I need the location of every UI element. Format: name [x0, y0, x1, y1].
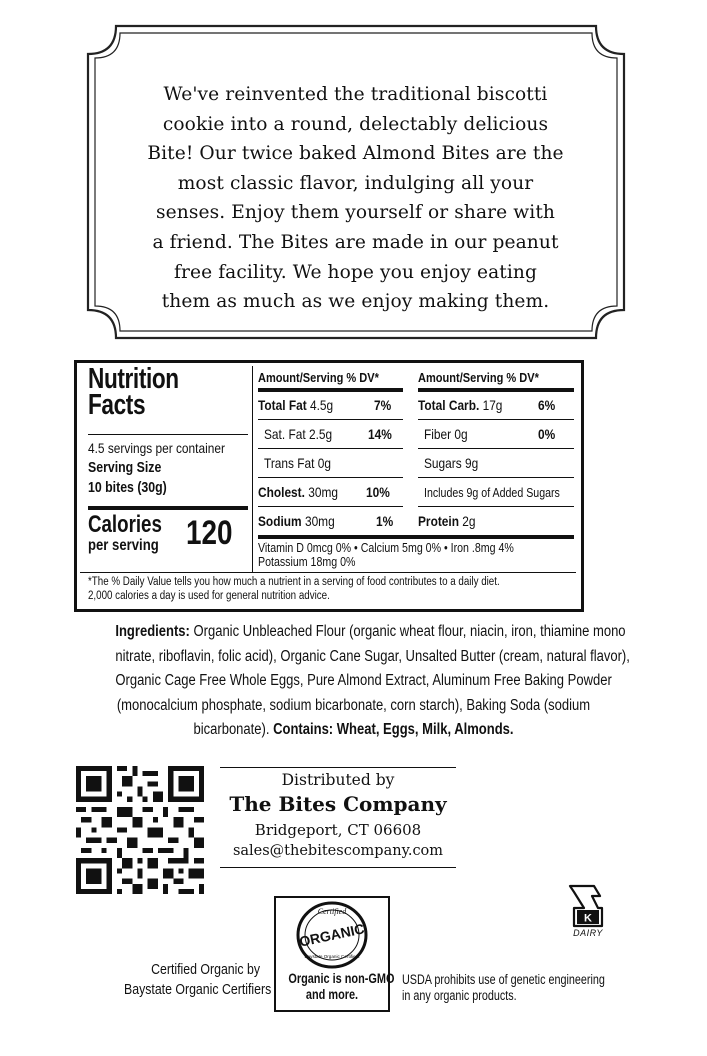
sat-fat-label: Sat. Fat 2.5g [264, 426, 333, 442]
ingredients-line [115, 718, 591, 743]
footnote-line: 2,000 calories a day is used for general nutrition advice. [88, 590, 330, 602]
cholesterol-label: Cholest. [258, 484, 305, 500]
divider [418, 477, 574, 478]
divider [418, 419, 574, 420]
sodium-dv: 1% [376, 513, 394, 529]
qr-code-icon [76, 766, 204, 894]
non-gmo-line: and more. [305, 986, 359, 1002]
intro-line: We've reinvented the traditional biscotti [163, 84, 548, 105]
total-fat-dv: 7% [374, 397, 392, 413]
usda-line: USDA prohibits use of genetic engineering [402, 972, 605, 987]
seal-bottom-text: Baystate Organic Certifiers [304, 954, 360, 959]
servings-per-container: 4.5 servings per container [88, 440, 225, 456]
protein-row [418, 513, 476, 529]
total-carb-label: Total Carb. [418, 397, 480, 413]
nutrition-facts-title [88, 363, 179, 421]
company-email: sales@thebitescompany.com [232, 843, 444, 859]
kosher-label: DAIRY [573, 928, 603, 938]
fiber-dv: 0% [538, 426, 556, 442]
seal-top-text: Certified [317, 907, 347, 916]
divider [88, 506, 248, 510]
vitamins-line: Vitamin D 0mcg 0% • Calcium 5mg 0% • Iron .8mg 4% [258, 541, 514, 555]
footnote-line: *The % Daily Value tells you how much a nutrient in a serving of food contributes to a daily diet. [88, 576, 500, 588]
protein-label: Protein [418, 513, 459, 529]
fiber-label: Fiber 0g [424, 426, 468, 442]
intro-line: cookie into a round, delectably delicious [162, 113, 549, 135]
divider [258, 448, 403, 449]
ingredients-label: Ingredients: [115, 623, 190, 640]
serving-size-value: 10 bites (30g) [88, 480, 167, 496]
ingredients-text: Organic Unbleached Flour (organic wheat flour, niacin, iron, thiamine mono [193, 623, 626, 640]
kosher-dairy-icon [564, 882, 612, 938]
ingredients-line: nitrate, riboflavin, folic acid), Organic Cane Sugar, Unsalted Butter (cream, natural flavor), [115, 647, 630, 665]
intro-line: a friend. The Bites are made in our peanut [152, 231, 559, 253]
divider [258, 477, 403, 478]
sugars-label: Sugars 9g [424, 455, 479, 471]
total-carb-amount: 17g [482, 397, 503, 413]
intro-paragraph [118, 80, 593, 317]
divider [258, 388, 403, 392]
certifier-line: Baystate Organic Certifiers [124, 982, 272, 998]
certifier-line: Certified Organic by [151, 962, 260, 978]
sodium-row [258, 513, 335, 529]
intro-line: Bite! Our twice baked Almond Bites are the [147, 143, 564, 165]
intro-line: free facility. We hope you enjoy eating [174, 261, 537, 283]
non-gmo-statement [276, 970, 395, 1002]
calories-sub-label: per serving [88, 537, 159, 554]
divider [258, 506, 403, 507]
divider [418, 448, 574, 449]
contains-label: Contains: [273, 721, 334, 738]
divider [252, 366, 253, 572]
non-gmo-line: Organic is non-GMO [288, 970, 395, 986]
total-carb-dv: 6% [538, 397, 556, 413]
ingredients-line [115, 620, 626, 645]
cholesterol-amount: 30mg [308, 484, 339, 500]
divider [258, 535, 574, 539]
calories-label: Calories [88, 511, 162, 538]
divider [258, 419, 403, 420]
divider [418, 388, 574, 392]
total-fat-amount: 4.5g [310, 397, 334, 413]
ingredients-paragraph [70, 620, 637, 743]
divider [220, 767, 456, 768]
kosher-letter: K [584, 912, 592, 925]
ingredients-line: Organic Cage Free Whole Eggs, Pure Almond Extract, Aluminum Free Baking Powder [115, 672, 612, 689]
ingredients-line: (monocalcium phosphate, sodium bicarbonate, corn starch), Baking Soda (sodium [116, 696, 591, 714]
total-carb-row [418, 397, 502, 413]
sodium-label: Sodium [258, 513, 302, 529]
protein-amount: 2g [462, 513, 476, 529]
total-fat-label: Total Fat [258, 397, 307, 413]
distributed-by-label: Distributed by [281, 771, 395, 789]
total-fat-row [258, 397, 333, 413]
certified-organic-seal-icon [282, 900, 382, 970]
company-name: The Bites Company [229, 792, 447, 816]
intro-line: senses. Enjoy them yourself or share with [156, 202, 555, 224]
column-header-left: Amount/Serving % DV* [258, 370, 379, 385]
company-address: Bridgeport, CT 06608 [254, 821, 422, 839]
ingredients-text: bicarbonate). [193, 721, 270, 738]
certifier-text [100, 960, 272, 1000]
added-sugars-label: Includes 9g of Added Sugars [424, 486, 560, 500]
sodium-amount: 30mg [304, 513, 335, 529]
allergens-value: Wheat, Eggs, Milk, Almonds. [336, 721, 514, 738]
cholesterol-dv: 10% [366, 484, 390, 500]
seal-center-text: ORGANIC [297, 920, 366, 950]
divider [88, 434, 248, 435]
intro-line: most classic flavor, indulging all your [177, 172, 534, 194]
usda-line: in any organic products. [402, 988, 517, 1003]
serving-size-label: Serving Size [88, 460, 162, 476]
title-line: Facts [88, 389, 146, 421]
trans-fat-label: Trans Fat 0g [264, 455, 332, 471]
calories-value: 120 [186, 514, 233, 552]
divider [418, 506, 574, 507]
divider [220, 867, 456, 868]
cholesterol-row [258, 484, 338, 500]
sat-fat-dv: 14% [368, 426, 392, 442]
column-header-right: Amount/Serving % DV* [418, 370, 539, 385]
potassium-line: Potassium 18mg 0% [258, 555, 356, 569]
divider [80, 572, 576, 573]
title-line: Nutrition [88, 363, 179, 395]
intro-line: them as much as we enjoy making them. [161, 291, 550, 313]
usda-statement [402, 972, 656, 1004]
